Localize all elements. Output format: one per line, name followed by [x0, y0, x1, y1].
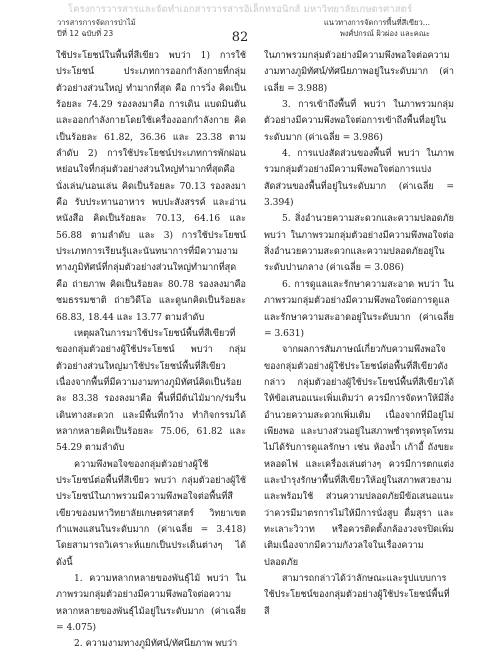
list-item: 3. การเข้าถึงพื้นที่ พบว่า ในภาพรวมกลุ่มตัวอย่างมีความพึงพอใจต่อการเข้าถึงพื้นที่อยู่ในระดับมาก (ค่าเฉลี่ย = 3.986) — [264, 100, 454, 143]
paragraph: ในภาพรวมกลุ่มตัวอย่างมีความพึงพอใจต่อความงามทางภูมิทัศน์/ทัศนียภาพอยู่ในระดับมาก (ค่าเฉลี่ย = 3.988) — [264, 51, 454, 94]
list-item: 5. สิ่งอำนวยความสะดวกและความปลอดภัย พบว่า ในภาพรวมกลุ่มตัวอย่างมีความพึงพอใจต่อสิ่งอำนวยความสะดวกและความปลอดภัยอยู่ในระดับปานกลาง (ค่าเฉลี่ย = 3.086) — [264, 214, 454, 274]
journal-name: วารสารการจัดการป่าไม้ — [57, 18, 136, 27]
list-item: 2. ความงามทางภูมิทัศน์/ทัศนียภาพ พบว่า — [74, 639, 238, 650]
paragraph: จากผลการสัมภาษณ์เกี่ยวกับความพึงพอใจของกลุ่มตัวอย่างผู้ใช้ประโยชน์ต่อพื้นที่สีเขียวดังกล่าว กลุ่มตัวอย่างผู้ใช้ประโยชน์พื้นที่สีเขียวได้ให้ข้อเสนอแนะเพิ่มเติมว่า ควรมีการจัดหาให้มีสิ่งอำนวยความสะดวกเพิ่มเติม เนื่องจากที่มีอยู่ไม่เพียงพอ และบางส่วนอยู่ในสภาพชำรุดทรุดโทรมไม่ได้รับการดูแลรักษา เช่น ห้องน้ำ เก้าอี้ ถังขยะ หลอดไฟ และเครื่องเล่นต่างๆ ควรมีการตกแต่งและบำรุงรักษาพื้นที่สีเขียวให้อยู่ในสภาพสวยงามและพร้อมใช้ ส่วนความปลอดภัยมีข้อเสนอแนะว่าควรมีมาตรการไม่ให้มีการนั่งสูบ ดื่มสุรา และทะเลาะวิวาท หรือควรติดตั้งกล้องวงจรปิดเพิ่มเติมเนื่องจากมีความกังวลใจในเรื่องความปลอดภัย — [264, 345, 454, 568]
right-column — [264, 48, 454, 620]
list-item: 6. การดูแลและรักษาความสะอาด พบว่า ในภาพรวมกลุ่มตัวอย่างมีความพึงพอใจต่อการดูแลและรักษาความสะอาดอยู่ในระดับมาก (ค่าเฉลี่ย = 3.631) — [264, 279, 454, 339]
journal-volume: ปีที่ 12 ฉบับที่ 23 — [57, 29, 114, 38]
left-column — [56, 48, 246, 653]
paragraph: สามารถกล่าวได้ว่าลักษณะและรูปแบบการใช้ประโยชน์ของกลุ่มตัวอย่างผู้ใช้ประโยชน์พื้นที่สี — [264, 574, 450, 617]
paragraph: ใช้ประโยชน์ในพื้นที่สีเขียว พบว่า 1) การใช้ประโยชน์ ประเภทการออกกำลังกายที่กลุ่มตัวอย่างส่วนใหญ่ ทำมากที่สุด คือ การวิ่ง คิดเป็นร้อยละ 74.29 รองลงมาคือ การเดิน แบดมินตัน และออกกำลังกายโดยใช้เครื่องออกกำลังกาย คิดเป็นร้อยละ 61.82, 36.36 และ 23.38 ตามลำดับ 2) การใช้ประโยชน์ประเภทการพักผ่อนหย่อนใจที่กลุ่มตัวอย่างส่วนใหญ่ทำมากที่สุดคือ นั่งเล่น/นอนเล่น คิดเป็นร้อยละ 70.13 รองลงมาคือ รับประทานอาหาร พบปะสังสรรค์ และอ่านหนังสือ คิดเป็นร้อยละ 70.13, 64.16 และ 56.88 ตามลำดับ และ 3) การใช้ประโยชน์ประเภทการเรียนรู้และนันทนาการที่มีความงามทางภูมิทัศน์ที่กลุ่มตัวอย่างส่วนใหญ่ทำมากที่สุด คือ ถ่ายภาพ คิดเป็นร้อยละ 80.78 รองลงมาคือ ชมธรรมชาติ ถ่ายวิดีโอ และดูนกคิดเป็นร้อยละ 68.83, 18.44 และ 13.77 ตามลำดับ — [56, 51, 246, 323]
watermark: โครงการวารสารและจัดทำเอกสารวารสารอิเล็กทรอนิกส์ มหาวิทยาลัยเกษตรศาสตร์ — [67, 4, 413, 15]
list-item: 1. ความหลากหลายของพันธุ์ไม้ พบว่า ในภาพรวมกลุ่มตัวอย่างมีความพึงพอใจต่อความหลากหลายของพันธุ์ไม้อยู่ในระดับมาก (ค่าเฉลี่ย = 4.075) — [56, 574, 246, 634]
page-number: 82 — [231, 30, 249, 45]
article-title: แนวทางการจัดการพื้นที่สีเขียว... — [323, 18, 430, 27]
article-authors: พงศ์ปกรณ์ ผิวผ่อง และคณะ — [339, 29, 430, 38]
list-item: 4. การแบ่งสัดส่วนของพื้นที่ พบว่า ในภาพรวมกลุ่มตัวอย่างมีความพึงพอใจต่อการแบ่งสัดส่วนของพื้นที่อยู่ในระดับมาก (ค่าเฉลี่ย = 3.394) — [264, 149, 454, 209]
paragraph: เหตุผลในการมาใช้ประโยชน์พื้นที่สีเขียวที่ของกลุ่มตัวอย่างผู้ใช้ประโยชน์ พบว่า กลุ่มตัวอย่างส่วนใหญ่มาใช้ประโยชน์พื้นที่สีเขียวเนื่องจากพื้นที่มีความงามทางภูมิทัศน์คิดเป็นร้อยละ 83.38 รองลงมาคือ พื้นที่มีต้นไม้มาก/ร่มรื่น เดินทางสะดวก และมีพื้นที่กว้าง ทำกิจกรรมได้หลากหลายคิดเป็นร้อยละ 75.06, 61.82 และ 54.29 ตามลำดับ — [56, 328, 246, 454]
paragraph: ความพึงพอใจของกลุ่มตัวอย่างผู้ใช้ประโยชน์ต่อพื้นที่สีเขียว พบว่า กลุ่มตัวอย่างผู้ใช้ประโยชน์ในภาพรวมมีความพึงพอใจต่อพื้นที่สีเขียวของมหาวิทยาลัยเกษตรศาสตร์ วิทยาเขตกำแพงแสนในระดับมาก (ค่าเฉลี่ย = 3.418) โดยสามารถวิเคราะห์แยกเป็นประเด็นต่างๆ ได้ดังนี้ — [56, 459, 246, 568]
